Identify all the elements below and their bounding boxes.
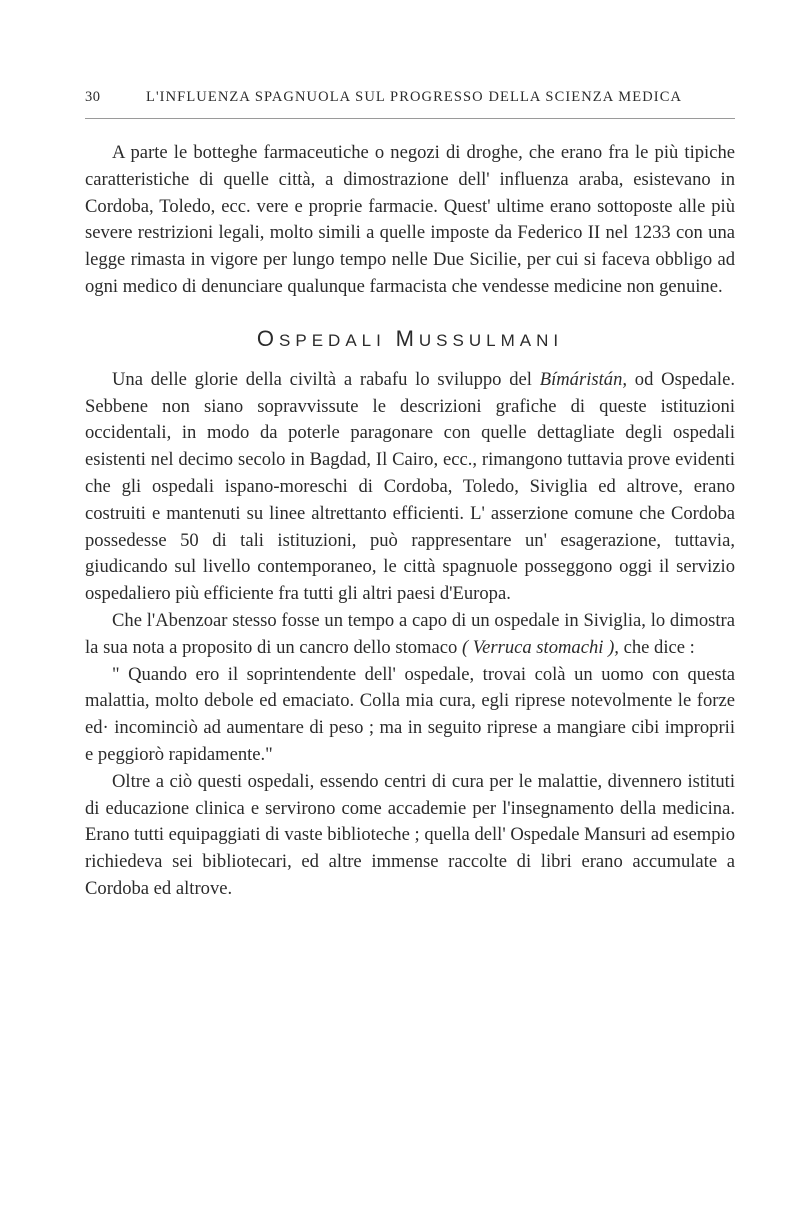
paragraph-abenzoar-text-b: che dice : — [618, 636, 695, 658]
paragraph-hospitals-term: Bímáristán, — [539, 368, 628, 390]
quotation: " Quando ero il soprintendente dell' ospedale, trovai colà un uomo con questa malattia, molto debole ed emaciato. Colla mia cura, egli riprese notevolmente le forze ed· incominciò ad aumentare di peso ; ma in seguito riprese a mangiare cibi improprii e peggiorò rapidamente." — [85, 663, 735, 765]
paragraph-hospitals — [85, 367, 735, 608]
paragraph-abenzoar-term: ( Verruca stomachi ), — [461, 636, 619, 658]
paragraph-libraries: Oltre a ciò questi ospedali, essendo centri di cura per le malattie, divennero istituti di educazione clinica e servirono come accademie per l'insegnamento della medicina. Erano tutti equipaggiati di vaste biblioteche ; quella dell' Ospedale Mansuri ad esempio richiedeva sei bibliotecari, ed altre immense raccolte di libri erano accumulate a Cordoba ed altrove. — [85, 770, 735, 899]
paragraph-pharmacies: A parte le botteghe farmaceutiche o negozi di droghe, che erano fra le più tipiche caratteristiche di quelle città, a dimostrazione dell' influenza araba, esistevano in Cordoba, Toledo, ecc. vere e proprie farmacie. Quest' ultime erano sottoposte alle più severe restrizioni legali, molto simili a quelle imposte da Federico II nel 1233 con una legge rimasta in vigore per lungo tempo nelle Due Sicilie, per cui si faceva obbligo ad ogni medico di denunciare qualunque farmacista che vendesse medicine non genuine. — [85, 142, 735, 297]
running-title: L'INFLUENZA SPAGNUOLA SUL PROGRESSO DELLA SCIENZA MEDICA — [146, 89, 683, 105]
heading-initial-2: M — [395, 325, 419, 351]
paragraph-abenzoar — [85, 608, 735, 662]
heading-initial-1: O — [256, 325, 280, 351]
page-number: 30 — [85, 89, 101, 105]
paragraph-hospitals-text-b: od Ospedale. Sebbene non siano sopravvissute le descrizioni grafiche di queste istituzioni occidentali, in modo da poterle paragonare con quelle dettagliate degli ospedali esistenti nel decimo secolo in Bagdad, Il Cairo, ecc., rimangono tuttavia prove evidenti che gli ospedali ispano-moreschi di Cordoba, Toledo, Siviglia ed altrove, erano costruiti e mantenuti su linee altrettanto efficienti. L' asserzione comune che Cordoba possedesse 50 di tali istituzioni, può rappresentare un' esagerazione, tuttavia, giudicando sul livello contemporaneo, le città spagnuole posseggono oggi il servizio ospedaliero più efficiente fra tutti gli altri paesi d'Europa. — [85, 368, 735, 605]
running-header — [85, 89, 735, 109]
paragraph-abenzoar-text-a: Che l'Abenzoar stesso fosse un tempo a capo di un ospedale in Siviglia, lo dimostra la sua nota a proposito di un cancro dello stomaco — [85, 609, 735, 658]
body-text — [85, 140, 735, 903]
paragraph-hospitals-text-a: Una delle glorie della civiltà a rabafu lo sviluppo del — [112, 368, 540, 390]
heading-word-2: USSULMANI — [418, 330, 564, 350]
heading-word-1: SPEDALI — [279, 330, 386, 350]
header-rule — [85, 118, 735, 119]
section-heading — [85, 326, 735, 354]
